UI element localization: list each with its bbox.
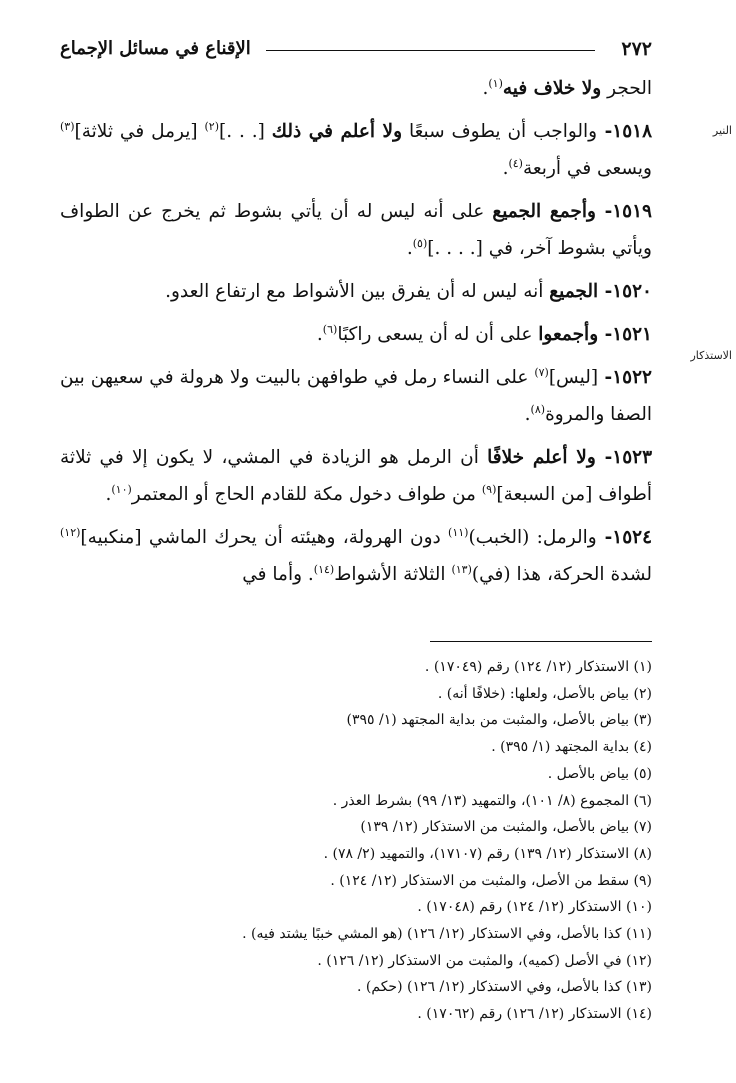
paragraph-number: ١٥٢١-	[598, 324, 652, 345]
footnotes	[60, 654, 652, 1028]
footnote-13: (١٣) كذا بالأصل، وفي الاستذكار (١٢/ ١٢٦) (حكم) .	[357, 979, 652, 996]
paragraph	[60, 70, 652, 107]
paragraph-1524	[60, 519, 652, 593]
paragraph-1522	[60, 359, 652, 433]
paragraph-1518	[60, 113, 652, 187]
bold-run: وأجمع الجميع	[492, 201, 596, 222]
footnote-12: (١٢) في الأصل (كميه)، والمثبت من الاستذكار (١٢/ ١٢٦) .	[317, 952, 652, 969]
footnote-ref[interactable]: (١٠)	[111, 482, 132, 496]
footnote-separator	[430, 641, 652, 642]
text-run: على النساء رمل في طوافهن بالبيت ولا هرولة في سعيهن بين الصفا والمروة	[60, 367, 652, 425]
footnote-ref[interactable]: (٩)	[481, 482, 497, 496]
bold-run: الجميع	[549, 281, 599, 302]
text-run: .	[524, 404, 531, 425]
text-run: ويسعى في أربعة	[522, 158, 652, 179]
paragraph-number: ١٥١٨-	[597, 121, 653, 142]
paragraph-number: ١٥٢٤-	[596, 527, 653, 548]
footnote-ref[interactable]: (٦)	[322, 322, 338, 336]
main-text	[60, 70, 652, 599]
page-number: ٢٧٢	[621, 38, 652, 60]
text-run: على أن له أن يسعى راكبًا	[337, 324, 539, 345]
footnote-ref[interactable]: (٤)	[508, 156, 523, 170]
footnote-ref[interactable]: (١٤)	[313, 562, 335, 576]
running-header	[60, 38, 652, 60]
footnote-ref[interactable]: (١١)	[448, 525, 469, 539]
text-run: .	[316, 324, 323, 345]
margin-note-istidhkar: الاستذكار	[690, 349, 732, 362]
footnote-1: (١) الاستذكار (١٢/ ١٢٤) رقم (١٧٠٤٩) .	[424, 659, 652, 675]
text-run: [ليس]	[548, 367, 599, 388]
header-rule-short	[555, 50, 595, 51]
text-run: .	[105, 484, 112, 505]
text-run: على أنه ليس له أن يأتي بشوط ثم يخرج عن الطواف ويأتي بشوط آخر، في [. . . .]	[60, 201, 652, 259]
text-run: لشدة الحركة، هذا (في)	[471, 564, 652, 585]
paragraph-number: ١٥١٩-	[595, 201, 652, 222]
text-run: دون الهرولة، وهيئته أن يحرك الماشي [منكبيه]	[80, 527, 449, 548]
footnote-9: (٩) سقط من الأصل، والمثبت من الاستذكار (١٢/ ١٢٤) .	[330, 872, 652, 889]
bold-run: وأجمعوا	[538, 324, 599, 345]
text-run: والرمل: (الخبب)	[468, 527, 597, 548]
footnote-3: (٣) بياض بالأصل، والمثبت من بداية المجتهد (١/ ٣٩٥)	[346, 712, 652, 729]
footnote-6: (٦) المجموع (٨/ ١٠١)، والتمهيد (١٣/ ٩٩) بشرط العذر .	[332, 792, 652, 809]
bold-run: ولا أعلم خلافًا	[487, 447, 596, 468]
text-run: [. . .]	[218, 121, 272, 142]
footnote-14: (١٤) الاستذكار (١٢/ ١٢٦) رقم (١٧٠٦٢) .	[417, 1006, 652, 1023]
text-run: الثلاثة الأشواط	[334, 564, 452, 585]
footnote-4: (٤) بداية المجتهد (١/ ٣٩٥) .	[491, 739, 652, 756]
footnote-5: (٥) بياض بالأصل .	[547, 765, 652, 782]
footnote-ref[interactable]: (١٢)	[60, 525, 81, 539]
footnote-ref[interactable]: (٢)	[204, 119, 219, 133]
footnote-ref[interactable]: (٧)	[534, 365, 549, 379]
footnote-ref[interactable]: (٨)	[530, 402, 546, 416]
footnote-8: (٨) الاستذكار (١٢/ ١٣٩) رقم (١٧١٠٧)، والتمهيد (٢/ ٧٨) .	[323, 845, 652, 862]
footnote-7: (٧) بياض بالأصل، والمثبت من الاستذكار (١٢/ ١٣٩)	[360, 819, 652, 836]
text-run: . وأما في	[242, 564, 314, 585]
paragraph-1520	[60, 273, 652, 310]
footnote-2: (٢) بياض بالأصل، ولعلها: (خلافًا أنه) .	[437, 685, 652, 702]
book-title: الإقناع في مسائل الإجماع	[60, 38, 251, 59]
footnote-ref[interactable]: (١٣)	[451, 562, 472, 576]
bold-run: ولا خلاف فيه	[502, 78, 602, 99]
paragraph-1521	[60, 316, 652, 353]
footnote-10: (١٠) الاستذكار (١٢/ ١٢٤) رقم (١٧٠٤٨) .	[417, 899, 652, 916]
footnote-11: (١١) كذا بالأصل، وفي الاستذكار (١٢/ ١٢٦) (هو المشي خببًا يشتد فيه) .	[242, 926, 652, 943]
text-run: أنه ليس له أن يفرق بين الأشواط مع ارتفاع العدو.	[165, 281, 550, 302]
text-run: والواجب أن يطوف سبعًا	[402, 121, 598, 142]
text-run: [يرمل في ثلاثة]	[74, 121, 205, 142]
footnote-ref[interactable]: (١)	[488, 76, 503, 90]
text-run: .	[482, 78, 489, 99]
text-run: من طواف دخول مكة للقادم الحاج أو المعتمر	[131, 484, 482, 505]
footnote-ref[interactable]: (٣)	[60, 119, 75, 133]
header-rule-long	[266, 50, 556, 51]
text-run: الحجر	[601, 78, 652, 99]
paragraph-number: ١٥٢٠-	[598, 281, 652, 302]
paragraph-1523	[60, 439, 652, 513]
footnote-ref[interactable]: (٥)	[412, 236, 428, 250]
paragraph-number: ١٥٢٣-	[595, 447, 653, 468]
text-run: .	[502, 158, 509, 179]
paragraph-1519	[60, 193, 652, 267]
bold-run: ولا أعلم في ذلك	[271, 121, 403, 142]
paragraph-number: ١٥٢٢-	[598, 367, 652, 388]
text-run: أن الرمل هو الزيادة في المشي، لا يكون إلا في ثلاثة أطواف [من السبعة]	[60, 447, 652, 505]
margin-note-nayyir: النير	[712, 124, 732, 137]
text-run: .	[406, 238, 413, 259]
